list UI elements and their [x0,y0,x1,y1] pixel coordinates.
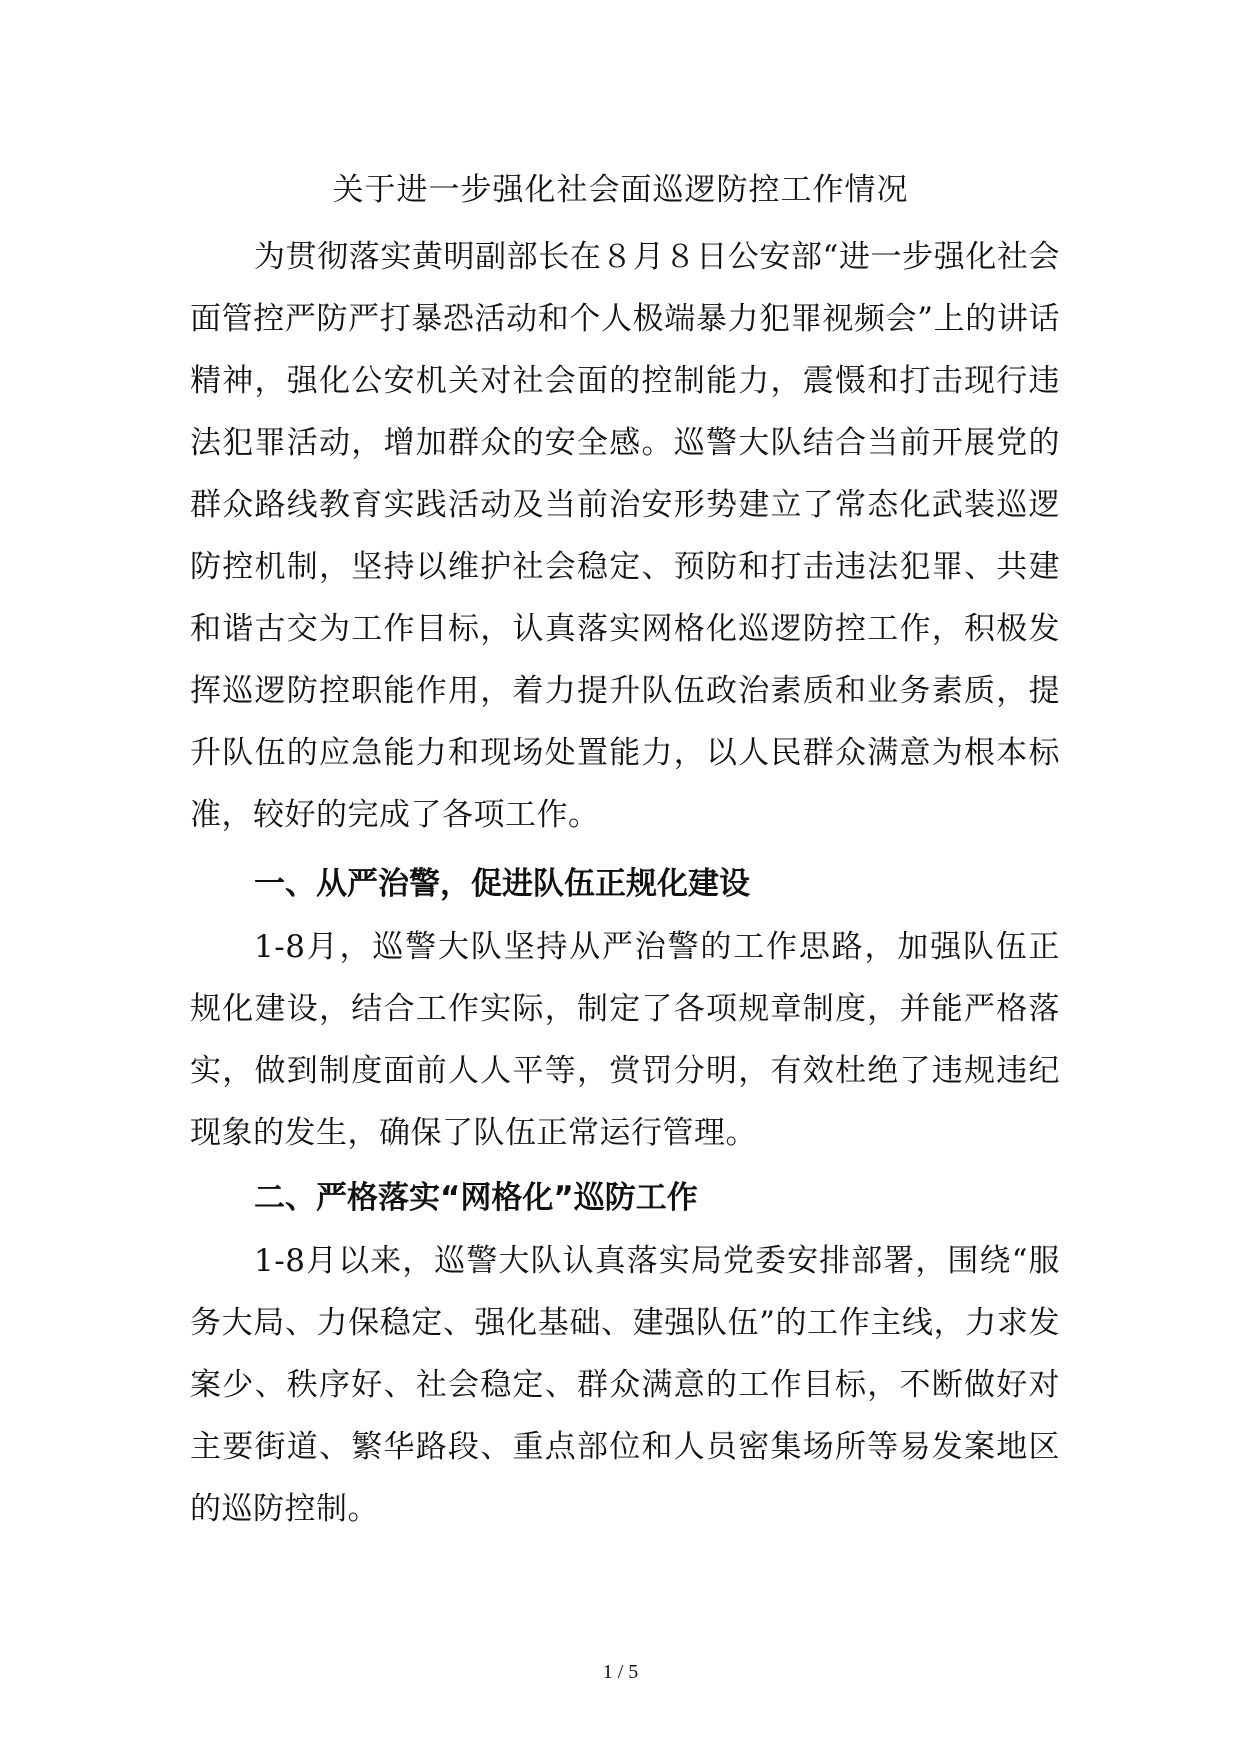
paragraph-section-2: 1-8月以来，巡警大队认真落实局党委安排部署，围绕“服务大局、力保稳定、强化基础、建强队伍”的工作主线，力求发案少、秩序好、社会稳定、群众满意的工作目标，不断做好对主要街道、繁华路段、重点部位和人员密集场所等易发案地区的巡防控制。 [190,1243,1060,1527]
paragraph-section-1: 1-8月，巡警大队坚持从严治警的工作思路，加强队伍正规化建设，结合工作实际，制定了各项规章制度，并能严格落实，做到制度面前人人平等，赏罚分明，有效杜绝了违规违纪现象的发生，确保了队伍正常运行管理。 [190,929,1060,1151]
document-title: 关于进一步强化社会面巡逻防控工作情况 [332,172,909,208]
page-number: 1 / 5 [602,1661,639,1683]
section-heading-1: 一、从严治警，促进队伍正规化建设 [254,866,750,902]
section-heading-2: 二、严格落实“网格化”巡防工作 [254,1180,698,1216]
paragraph-intro: 为贯彻落实黄明副部长在８月８日公安部“进一步强化社会面管控严防严打暴恐活动和个人极端暴力犯罪视频会”上的讲话精神，强化公安机关对社会面的控制能力，震慑和打击现行违法犯罪活动，增加群众的安全感。巡警大队结合当前开展党的群众路线教育实践活动及当前治安形势建立了常态化武装巡逻防控机制，坚持以维护社会稳定、预防和打击违法犯罪、共建和谐古交为工作目标，认真落实网格化巡逻防控工作，积极发挥巡逻防控职能作用，着力提升队伍政治素质和业务素质，提升队伍的应急能力和现场处置能力，以人民群众满意为根本标准，较好的完成了各项工作。 [190,239,1060,833]
